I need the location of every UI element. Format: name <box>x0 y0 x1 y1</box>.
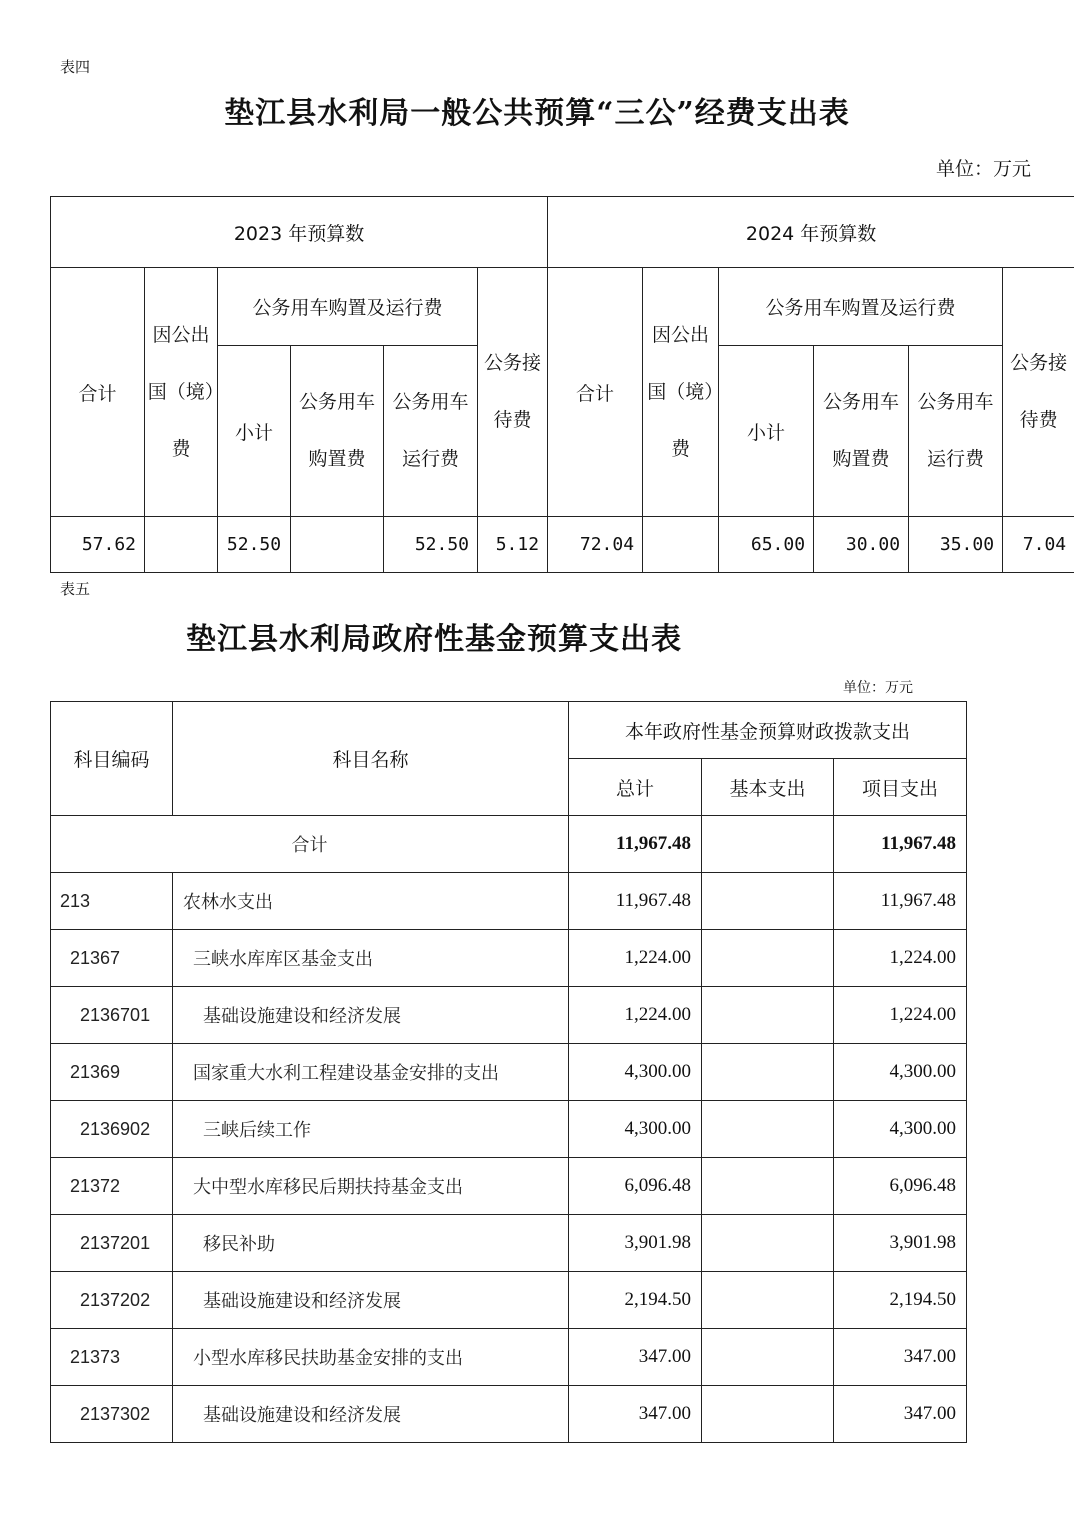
operation-2023: 52.50 <box>384 517 478 573</box>
three-public-expense-table <box>50 196 1074 573</box>
row-project: 6,096.48 <box>834 1158 967 1215</box>
row-basic <box>702 1272 834 1329</box>
row-code: 21367 <box>51 930 173 987</box>
government-fund-table <box>50 701 967 1443</box>
table-row <box>51 1158 967 1215</box>
row-project: 347.00 <box>834 1386 967 1443</box>
row-name: 基础设施建设和经济发展 <box>173 1272 569 1329</box>
table-row <box>51 1272 967 1329</box>
total-2024: 72.04 <box>548 517 643 573</box>
row-project: 1,224.00 <box>834 930 967 987</box>
row-total: 1,224.00 <box>569 930 702 987</box>
row-name: 基础设施建设和经济发展 <box>173 1386 569 1443</box>
table-row <box>51 873 967 930</box>
project-header: 项目支出 <box>834 759 967 816</box>
table-row <box>51 1215 967 1272</box>
row-name: 三峡后续工作 <box>173 1101 569 1158</box>
group-2024-header: 2024 年预算数 <box>548 197 1074 268</box>
row-name: 大中型水库移民后期扶持基金支出 <box>173 1158 569 1215</box>
subtotal-2024: 65.00 <box>719 517 814 573</box>
row-name: 三峡水库库区基金支出 <box>173 930 569 987</box>
row-total: 4,300.00 <box>569 1044 702 1101</box>
row-project: 4,300.00 <box>834 1101 967 1158</box>
total-row-total: 11,967.48 <box>569 816 702 873</box>
row-basic <box>702 1044 834 1101</box>
row-basic <box>702 873 834 930</box>
row-project: 347.00 <box>834 1329 967 1386</box>
row-code: 2137201 <box>51 1215 173 1272</box>
row-name: 基础设施建设和经济发展 <box>173 987 569 1044</box>
code-header: 科目编码 <box>51 702 173 816</box>
row-total: 1,224.00 <box>569 987 702 1044</box>
row-project: 3,901.98 <box>834 1215 967 1272</box>
row-basic <box>702 1101 834 1158</box>
row-basic <box>702 987 834 1044</box>
reception-header-2023: 公务接待费 <box>478 268 548 517</box>
table4-tag: 表四 <box>60 58 91 76</box>
purchase-header-2024: 公务用车购置费 <box>814 346 909 517</box>
row-name: 小型水库移民扶助基金安排的支出 <box>173 1329 569 1386</box>
operation-header-2024: 公务用车运行费 <box>909 346 1003 517</box>
row-code: 21369 <box>51 1044 173 1101</box>
row-code: 2136902 <box>51 1101 173 1158</box>
row-total: 3,901.98 <box>569 1215 702 1272</box>
total-row-basic <box>702 816 834 873</box>
abroad-header-2024: 因公出国（境）费 <box>643 268 719 517</box>
row-basic <box>702 1329 834 1386</box>
table5-title: 垫江县水利局政府性基金预算支出表 <box>186 622 682 657</box>
table-row <box>51 1101 967 1158</box>
subtotal-header-2024: 小计 <box>719 346 814 517</box>
row-name: 移民补助 <box>173 1215 569 1272</box>
row-total: 2,194.50 <box>569 1272 702 1329</box>
table5-unit: 单位：万元 <box>843 680 913 696</box>
row-basic <box>702 1386 834 1443</box>
operation-2024: 35.00 <box>909 517 1003 573</box>
row-code: 2136701 <box>51 987 173 1044</box>
table5-tag: 表五 <box>60 580 91 598</box>
total-header: 总计 <box>569 759 702 816</box>
row-total: 4,300.00 <box>569 1101 702 1158</box>
row-name: 国家重大水利工程建设基金安排的支出 <box>173 1044 569 1101</box>
row-code: 213 <box>51 873 173 930</box>
reception-header-2024: 公务接待费 <box>1003 268 1074 517</box>
row-code: 21373 <box>51 1329 173 1386</box>
subtotal-2023: 52.50 <box>218 517 291 573</box>
row-name: 农林水支出 <box>173 873 569 930</box>
table4-title: 垫江县水利局一般公共预算“三公”经费支出表 <box>224 96 850 131</box>
row-project: 11,967.48 <box>834 873 967 930</box>
reception-2023: 5.12 <box>478 517 548 573</box>
row-project: 4,300.00 <box>834 1044 967 1101</box>
row-code: 2137202 <box>51 1272 173 1329</box>
abroad-2023 <box>145 517 218 573</box>
subtotal-header-2023: 小计 <box>218 346 291 517</box>
fund-group-header: 本年政府性基金预算财政拨款支出 <box>569 702 967 759</box>
total-header-2023: 合计 <box>51 268 145 517</box>
basic-header: 基本支出 <box>702 759 834 816</box>
name-header: 科目名称 <box>173 702 569 816</box>
table4-unit: 单位：万元 <box>936 158 1032 180</box>
row-total: 6,096.48 <box>569 1158 702 1215</box>
row-total: 11,967.48 <box>569 873 702 930</box>
table-row <box>51 1386 967 1443</box>
purchase-2023 <box>291 517 384 573</box>
abroad-2024 <box>643 517 719 573</box>
row-code: 2137302 <box>51 1386 173 1443</box>
table-row <box>51 1329 967 1386</box>
total-row <box>51 816 967 873</box>
total-row-label: 合计 <box>51 816 569 873</box>
table-row <box>51 930 967 987</box>
row-total: 347.00 <box>569 1386 702 1443</box>
vehicle-header-2023: 公务用车购置及运行费 <box>218 268 478 346</box>
table-row <box>51 987 967 1044</box>
row-total: 347.00 <box>569 1329 702 1386</box>
row-project: 2,194.50 <box>834 1272 967 1329</box>
row-basic <box>702 930 834 987</box>
row-basic <box>702 1158 834 1215</box>
row-basic <box>702 1215 834 1272</box>
total-2023: 57.62 <box>51 517 145 573</box>
row-code: 21372 <box>51 1158 173 1215</box>
purchase-header-2023: 公务用车购置费 <box>291 346 384 517</box>
total-row-project: 11,967.48 <box>834 816 967 873</box>
reception-2024: 7.04 <box>1003 517 1074 573</box>
vehicle-header-2024: 公务用车购置及运行费 <box>719 268 1003 346</box>
abroad-header-2023: 因公出国（境）费 <box>145 268 218 517</box>
total-header-2024: 合计 <box>548 268 643 517</box>
group-2023-header: 2023 年预算数 <box>51 197 548 268</box>
operation-header-2023: 公务用车运行费 <box>384 346 478 517</box>
row-project: 1,224.00 <box>834 987 967 1044</box>
table-row <box>51 1044 967 1101</box>
purchase-2024: 30.00 <box>814 517 909 573</box>
